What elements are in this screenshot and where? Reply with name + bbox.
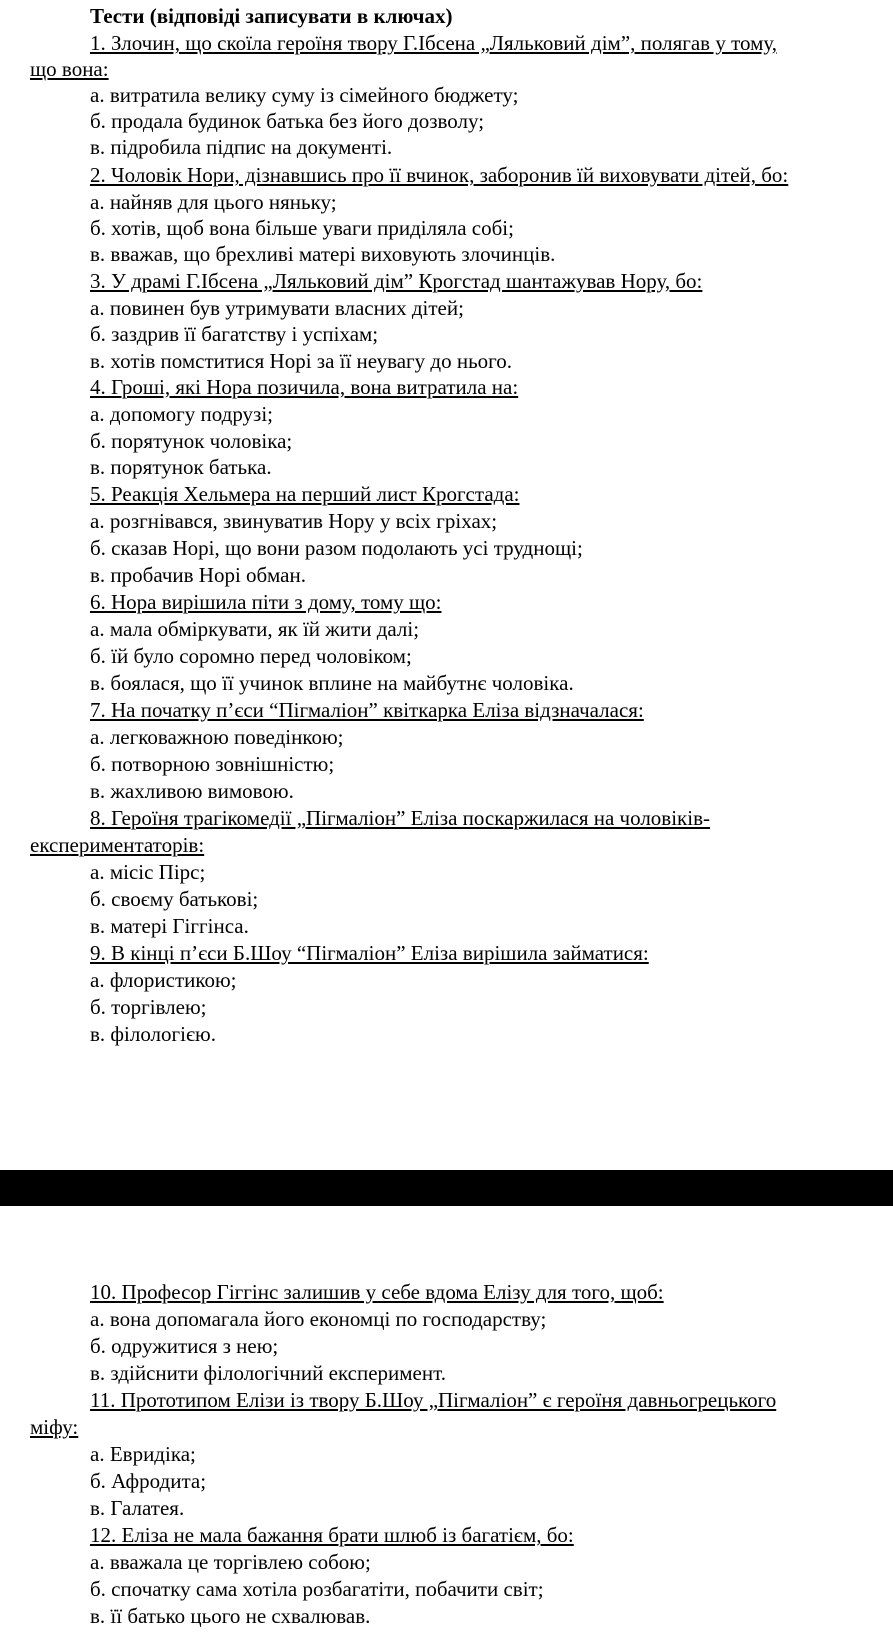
- question-4-option-c: в. порятунок батька.: [90, 455, 272, 479]
- question-7-option-c: в. жахливою вимовою.: [90, 779, 294, 803]
- question-9-option-c: в. філологією.: [90, 1022, 216, 1046]
- question-9: 9. В кінці п’єси Б.Шоу “Пігмаліон” Еліза вирішила займатися:: [90, 941, 649, 965]
- question-2: 2. Чоловік Нори, дізнавшись про її вчинок, заборонив їй виховувати дітей, бо:: [90, 163, 789, 187]
- question-7-option-b: б. потворною зовнішністю;: [90, 752, 335, 776]
- question-12-option-a: а. вважала це торгівлею собою;: [90, 1550, 371, 1574]
- question-11-option-c: в. Галатея.: [90, 1496, 185, 1520]
- question-8-option-a: а. місіс Пірс;: [90, 860, 206, 884]
- question-5-option-c: в. пробачив Норі обман.: [90, 563, 306, 587]
- question-11-option-b: б. Афродита;: [90, 1469, 207, 1493]
- question-6: 6. Нора вирішила піти з дому, тому що:: [90, 590, 442, 614]
- test-title: Тести (відповіді записувати в ключах): [90, 4, 453, 28]
- question-2-option-a: а. найняв для цього няньку;: [90, 190, 337, 214]
- question-8-line-1: 8. Героїня трагікомедії „Пігмаліон” Еліза поскаржилася на чоловіків-: [90, 806, 710, 830]
- question-2-option-b: б. хотів, щоб вона більше уваги приділяла собі;: [90, 216, 514, 240]
- question-1-option-a: а. витратила велику суму із сімейного бюджету;: [90, 83, 519, 107]
- question-10-option-b: б. одружитися з нею;: [90, 1334, 279, 1358]
- question-10-option-c: в. здійснити філологічний експеримент.: [90, 1361, 446, 1385]
- question-8-line-2: експериментаторів:: [30, 833, 205, 857]
- question-6-option-c: в. боялася, що її учинок вплине на майбутнє чоловіка.: [90, 671, 574, 695]
- question-8-option-c: в. матері Гіггінса.: [90, 914, 249, 938]
- question-3: 3. У драмі Г.Ібсена „Ляльковий дім” Крогстад шантажував Нору, бо:: [90, 269, 703, 293]
- question-1-option-b: б. продала будинок батька без його дозволу;: [90, 109, 485, 133]
- question-7-option-a: а. легковажною поведінкою;: [90, 725, 344, 749]
- question-11-line-1: 11. Прототипом Елізи із твору Б.Шоу „Пігмаліон” є героїня давньогрецького: [90, 1388, 777, 1412]
- question-3-option-a: а. повинен був утримувати власних дітей;: [90, 296, 464, 320]
- question-3-option-b: б. заздрив її багатству і успіхам;: [90, 322, 379, 346]
- question-11-option-a: а. Евридіка;: [90, 1442, 196, 1466]
- question-9-option-b: б. торгівлею;: [90, 995, 207, 1019]
- question-10-option-a: а. вона допомагала його економці по господарству;: [90, 1307, 547, 1331]
- question-6-option-b: б. їй було соромно перед чоловіком;: [90, 644, 412, 668]
- question-10: 10. Професор Гіггінс залишив у себе вдома Елізу для того, щоб:: [90, 1280, 664, 1304]
- question-4: 4. Гроші, які Нора позичила, вона витратила на:: [90, 375, 519, 399]
- question-2-option-c: в. вважав, що брехливі матері виховують злочинців.: [90, 242, 556, 266]
- question-6-option-a: а. мала обміркувати, як їй жити далі;: [90, 617, 420, 641]
- question-11-line-2: міфу:: [30, 1415, 79, 1439]
- question-8-option-b: б. своєму батькові;: [90, 887, 259, 911]
- question-1-line-1: 1. Злочин, що скоїла героїня твору Г.Ібсена „Ляльковий дім”, полягав у тому,: [90, 31, 778, 55]
- question-12-option-b: б. спочатку сама хотіла розбагатіти, побачити світ;: [90, 1577, 544, 1601]
- question-1-line-2: що вона:: [30, 57, 109, 81]
- question-7: 7. На початку п’єси “Пігмаліон” квіткарка Еліза відзначалася:: [90, 698, 644, 722]
- question-5-option-b: б. сказав Норі, що вони разом подолають усі труднощі;: [90, 536, 583, 560]
- question-12-option-c: в. її батько цього не схвалював.: [90, 1604, 371, 1628]
- question-9-option-a: а. флористикою;: [90, 968, 237, 992]
- question-12: 12. Еліза не мала бажання брати шлюб із багатієм, бо:: [90, 1523, 574, 1547]
- question-1-option-c: в. підробила підпис на документі.: [90, 135, 393, 159]
- question-4-option-b: б. порятунок чоловіка;: [90, 429, 293, 453]
- page-divider-band: [0, 1170, 893, 1206]
- question-4-option-a: а. допомогу подрузі;: [90, 402, 274, 426]
- question-5-option-a: а. розгнівався, звинуватив Нору у всіх гріхах;: [90, 509, 498, 533]
- question-5: 5. Реакція Хельмера на перший лист Крогстада:: [90, 482, 520, 506]
- question-3-option-c: в. хотів помститися Норі за її неувагу до нього.: [90, 349, 513, 373]
